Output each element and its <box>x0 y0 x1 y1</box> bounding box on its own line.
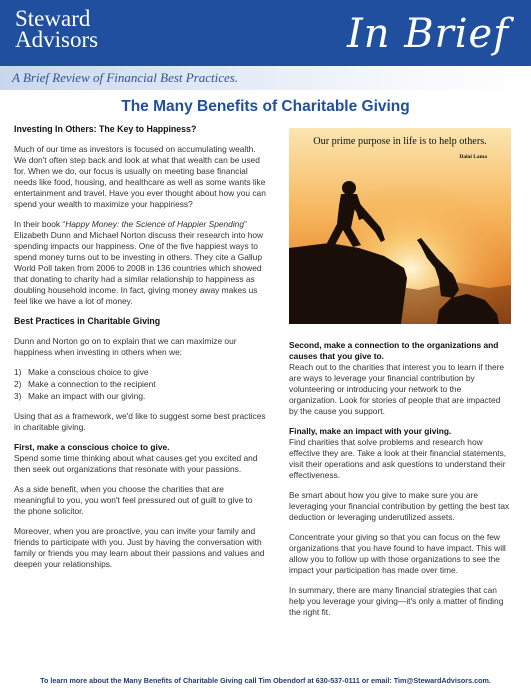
final-practice-text: Find charities that solve problems and research how effective they are. Take a look at their financial statements, visit their operations and ask questions to understand their effectiveness. <box>289 437 507 480</box>
section-heading-best-practices: Best Practices in Charitable Giving <box>14 316 161 326</box>
first-practice-text: Spend some time thinking about what causes get you excited and then seek out organizations that resonate with your passions. <box>14 453 258 474</box>
list-text: Make an impact with our giving. <box>28 391 146 401</box>
right-column <box>289 340 511 627</box>
photo-quote: Our prime purpose in life is to help others. <box>313 136 487 147</box>
paragraph-2-pre: In their book “ <box>14 219 66 229</box>
list-item <box>14 379 266 390</box>
list-number: 3) <box>14 391 22 401</box>
paragraph-2 <box>14 219 266 307</box>
left-column <box>14 124 266 579</box>
newsletter-title: In Brief <box>346 11 509 57</box>
paragraph-6: Moreover, when you are proactive, you can invite your family and friends to participate with you. Just by having the conversation with family or friends you may learn about their passions and values and deepen your relationships. <box>14 526 265 569</box>
first-practice-heading: First, make a conscious choice to give. <box>14 442 170 452</box>
list-item <box>14 367 266 378</box>
contact-footer: To learn more about the Many Benefits of Charitable Giving call Tim Obendorf at 630-537-0111 or email: Tim@StewardAdvisors.com. <box>40 676 491 685</box>
paragraph-3: Dunn and Norton go on to explain that we can maximize our happiness when investing in others when we: <box>14 336 237 357</box>
brand-line-2: Advisors <box>15 27 99 52</box>
paragraph-9: In summary, there are many financial strategies that can help you leverage your giving—it's only a matter of finding the right fit. <box>289 585 504 617</box>
second-practice-text: Reach out to the charities that interest you to learn if there are ways to leverage your financial contribution by volunteering or introducing your network to the organization. Look for stories of people that are impacted by the cause you support. <box>289 362 505 416</box>
practices-list <box>14 367 266 402</box>
list-item <box>14 391 266 402</box>
masthead <box>0 0 531 66</box>
second-practice <box>289 340 511 417</box>
book-title: Happy Money: the Science of Happier Spending <box>65 219 244 229</box>
sunset-helping-hand-photo <box>289 128 511 324</box>
first-practice <box>14 442 266 475</box>
section-heading-investing: Investing In Others: The Key to Happiness? <box>14 124 197 134</box>
standing-person-head <box>342 181 356 195</box>
list-text: Make a connection to the recipient <box>28 379 156 389</box>
paragraph-2-post: ” Elizabeth Dunn and Michael Norton discuss their research into how spending impacts our happiness. One of the five happiest ways to spend money turns out to be investing in others. They cite a Gallup World Poll taken from 2006 to 2008 in 136 countries which showed that donating to charity had a similar relationship to happiness as doubling household income. In fact, giving money away makes us feel like we have a lot of money. <box>14 219 264 306</box>
paragraph-7: Be smart about how you give to make sure you are leveraging your financial contribution by getting the best tax deduction or leveraging underutilized assets. <box>289 490 510 522</box>
tagline: A Brief Review of Financial Best Practices. <box>12 70 239 85</box>
second-practice-heading: Second, make a connection to the organizations and causes that you give to. <box>289 340 499 361</box>
paragraph-5: As a side benefit, when you choose the charities that are meaningful to you, you won't feel pressured out of guilt to give to the phone solicitor. <box>14 484 253 516</box>
paragraph-4: Using that as a framework, we'd like to suggest some best practices in charitable giving. <box>14 411 266 432</box>
list-text: Make a conscious choice to give <box>28 367 149 377</box>
final-practice <box>289 426 511 481</box>
brand-line-1: Steward <box>15 6 91 31</box>
quote-author: Dalai Lama <box>459 154 487 160</box>
helped-person-head <box>440 271 454 285</box>
paragraph-8: Concentrate your giving so that you can focus on the few organizations that you have found to have impact. This will allow you to follow up with those organizations to see the impact your participation has made over time. <box>289 532 506 575</box>
article-title: The Many Benefits of Charitable Giving <box>121 98 410 115</box>
final-practice-heading: Finally, make an impact with your giving. <box>289 426 452 436</box>
paragraph-1: Much of our time as investors is focused on accumulating wealth. We don't often step back and look at what that wealth can be used for. When we do, our focus is usually on meeting base financial needs like food, housing, and healthcare as well as some wants like entertainment and travel. Have you ever thought about how you can spend your wealth to maximize your happiness? <box>14 144 266 209</box>
list-number: 2) <box>14 379 22 389</box>
list-number: 1) <box>14 367 22 377</box>
brand-logo <box>15 8 98 50</box>
